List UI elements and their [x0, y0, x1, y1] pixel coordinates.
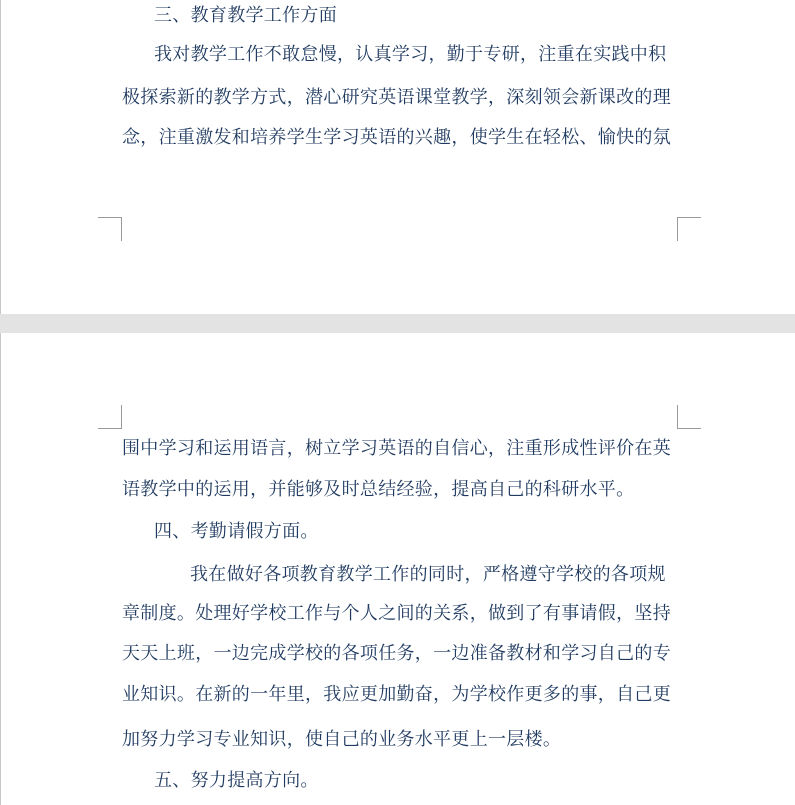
paragraph-line: 我对教学工作不敢怠慢，认真学习，勤于专研，注重在实践中积: [154, 44, 667, 65]
heading-section-5: 五、努力提高方向。: [154, 770, 319, 791]
paragraph-line: 极探索新的教学方式，潜心研究英语课堂教学，深刻领会新课改的理: [122, 87, 671, 108]
paragraph-line: 章制度。处理好学校工作与个人之间的关系，做到了有事请假，坚持: [122, 603, 671, 624]
heading-section-4: 四、考勤请假方面。: [154, 521, 319, 542]
paragraph-line: 加努力学习专业知识，使自己的业务水平更上一层楼。: [122, 729, 562, 750]
paragraph-line: 我在做好各项教育教学工作的同时，严格遵守学校的各项规: [190, 564, 666, 585]
paragraph-line: 业知识。在新的一年里，我应更加勤奋，为学校作更多的事，自己更: [122, 684, 671, 705]
document-page-2: [0, 333, 795, 805]
paragraph-line: 语教学中的运用，并能够及时总结经验，提高自己的科研水平。: [122, 479, 635, 500]
paragraph-line: 念，注重激发和培养学生学习英语的兴趣，使学生在轻松、愉快的氛: [122, 127, 671, 148]
page-separator: [0, 314, 795, 333]
paragraph-line: 天天上班，一边完成学校的各项任务，一边准备教材和学习自己的专: [122, 643, 671, 664]
heading-section-3: 三、教育教学工作方面: [154, 5, 337, 26]
paragraph-line: 围中学习和运用语言，树立学习英语的自信心，注重形成性评价在英: [122, 438, 671, 459]
document-page-1: [0, 0, 795, 314]
crop-mark-top-left: [98, 405, 122, 429]
crop-mark-top-right: [677, 405, 701, 429]
crop-mark-bottom-left: [98, 217, 122, 241]
crop-mark-bottom-right: [677, 217, 701, 241]
